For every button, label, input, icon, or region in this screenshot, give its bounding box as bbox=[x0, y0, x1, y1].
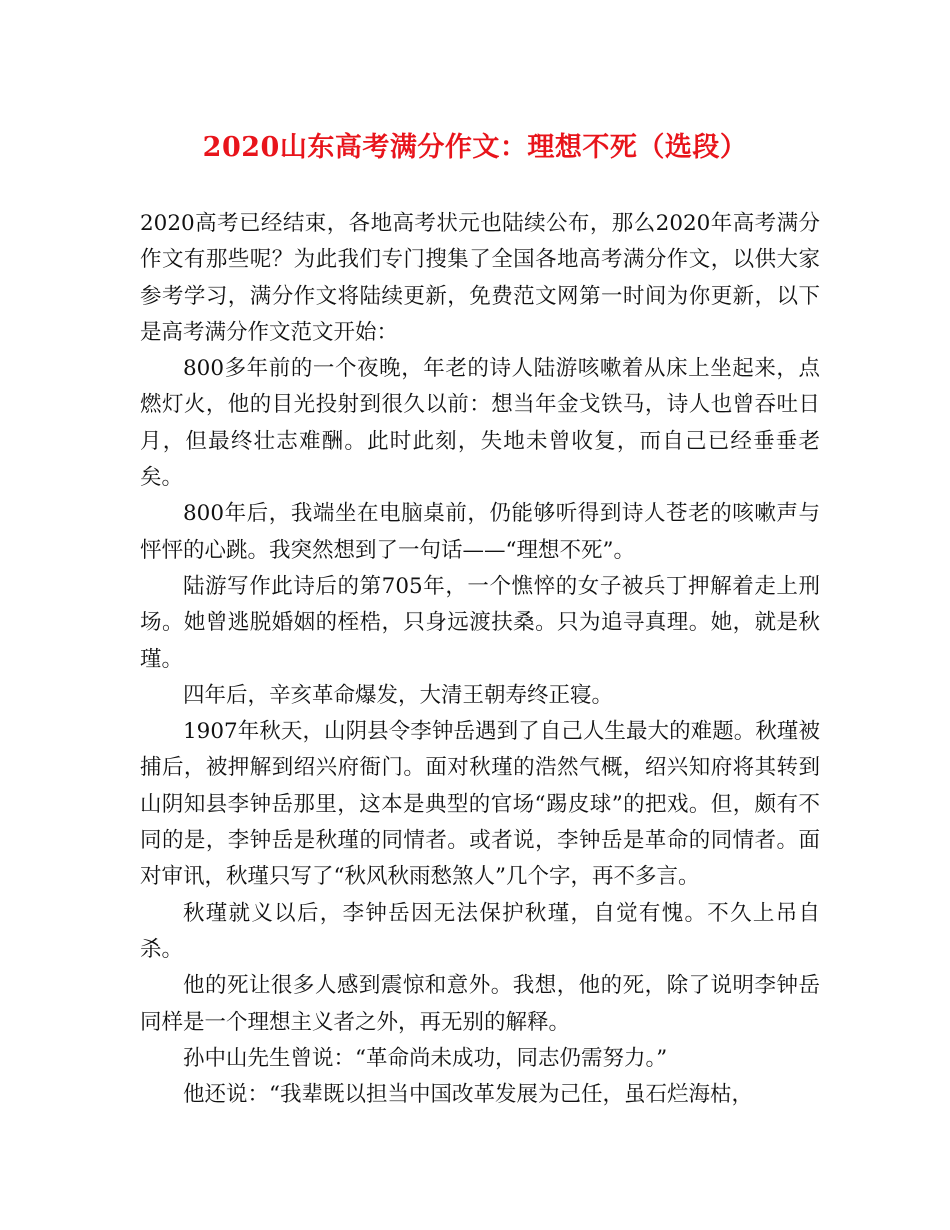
paragraph-xinhai-revolution: 四年后，辛亥革命爆发，大清王朝寿终正寝。 bbox=[183, 682, 614, 708]
paragraph-he-also-said: 他还说：“我辈既以担当中国改革发展为己任，虽石烂海枯， bbox=[183, 1082, 753, 1108]
paragraph-intro: 2020高考已经结束，各地高考状元也陆续公布，那么2020年高考满分作文有那些呢？为此我们专门搜集了全国各地高考满分作文，以供大家参考学习，满分作文将陆续更新，免费范文网第一时间为你更新，以下是高考满分作文范文开始： bbox=[140, 211, 820, 345]
paragraph-after-execution: 秋瑾就义以后，李钟岳因无法保护秋瑾，自觉有愧。不久上吊自杀。 bbox=[140, 900, 820, 962]
document-body bbox=[140, 206, 820, 1113]
paragraph-lu-you-night: 800多年前的一个夜晚，年老的诗人陆游咳嗽着从床上坐起来，点燃灯火，他的目光投射到很久以前：想当年金戈铁马，诗人也曾吞吐日月，但最终壮志难酬。此时此刻，失地未曾收复，而自己已经垂垂老矣。 bbox=[140, 356, 820, 491]
document-title: 2020山东高考满分作文：理想不死（选段） bbox=[202, 132, 748, 163]
paragraph-li-zhongyue: 1907年秋天，山阴县令李钟岳遇到了自己人生最大的难题。秋瑾被捕后，被押解到绍兴府衙门。面对秋瑾的浩然气概，绍兴知府将其转到山阴知县李钟岳那里，这本是典型的官场“踢皮球”的把戏。但，颇有不同的是，李钟岳是秋瑾的同情者。或者说，李钟岳是革命的同情者。面对审讯，秋瑾只写了“秋风秋雨愁煞人”几个字，再不多言。 bbox=[140, 719, 820, 890]
paragraph-800-years-later: 800年后，我端坐在电脑桌前，仍能够听得到诗人苍老的咳嗽声与怦怦的心跳。我突然想到了一句话——“理想不死”。 bbox=[140, 501, 820, 563]
paragraph-sun-yatsen-quote: 孙中山先生曾说：“革命尚未成功，同志仍需努力。” bbox=[183, 1045, 668, 1071]
paragraph-his-death: 他的死让很多人感到震惊和意外。我想，他的死，除了说明李钟岳同样是一个理想主义者之外，再无别的解释。 bbox=[140, 973, 820, 1035]
paragraph-qiu-jin: 陆游写作此诗后的第705年，一个憔悴的女子被兵丁押解着走上刑场。她曾逃脱婚姻的桎梏，只身远渡扶桑。只为追寻真理。她，就是秋瑾。 bbox=[140, 573, 820, 672]
